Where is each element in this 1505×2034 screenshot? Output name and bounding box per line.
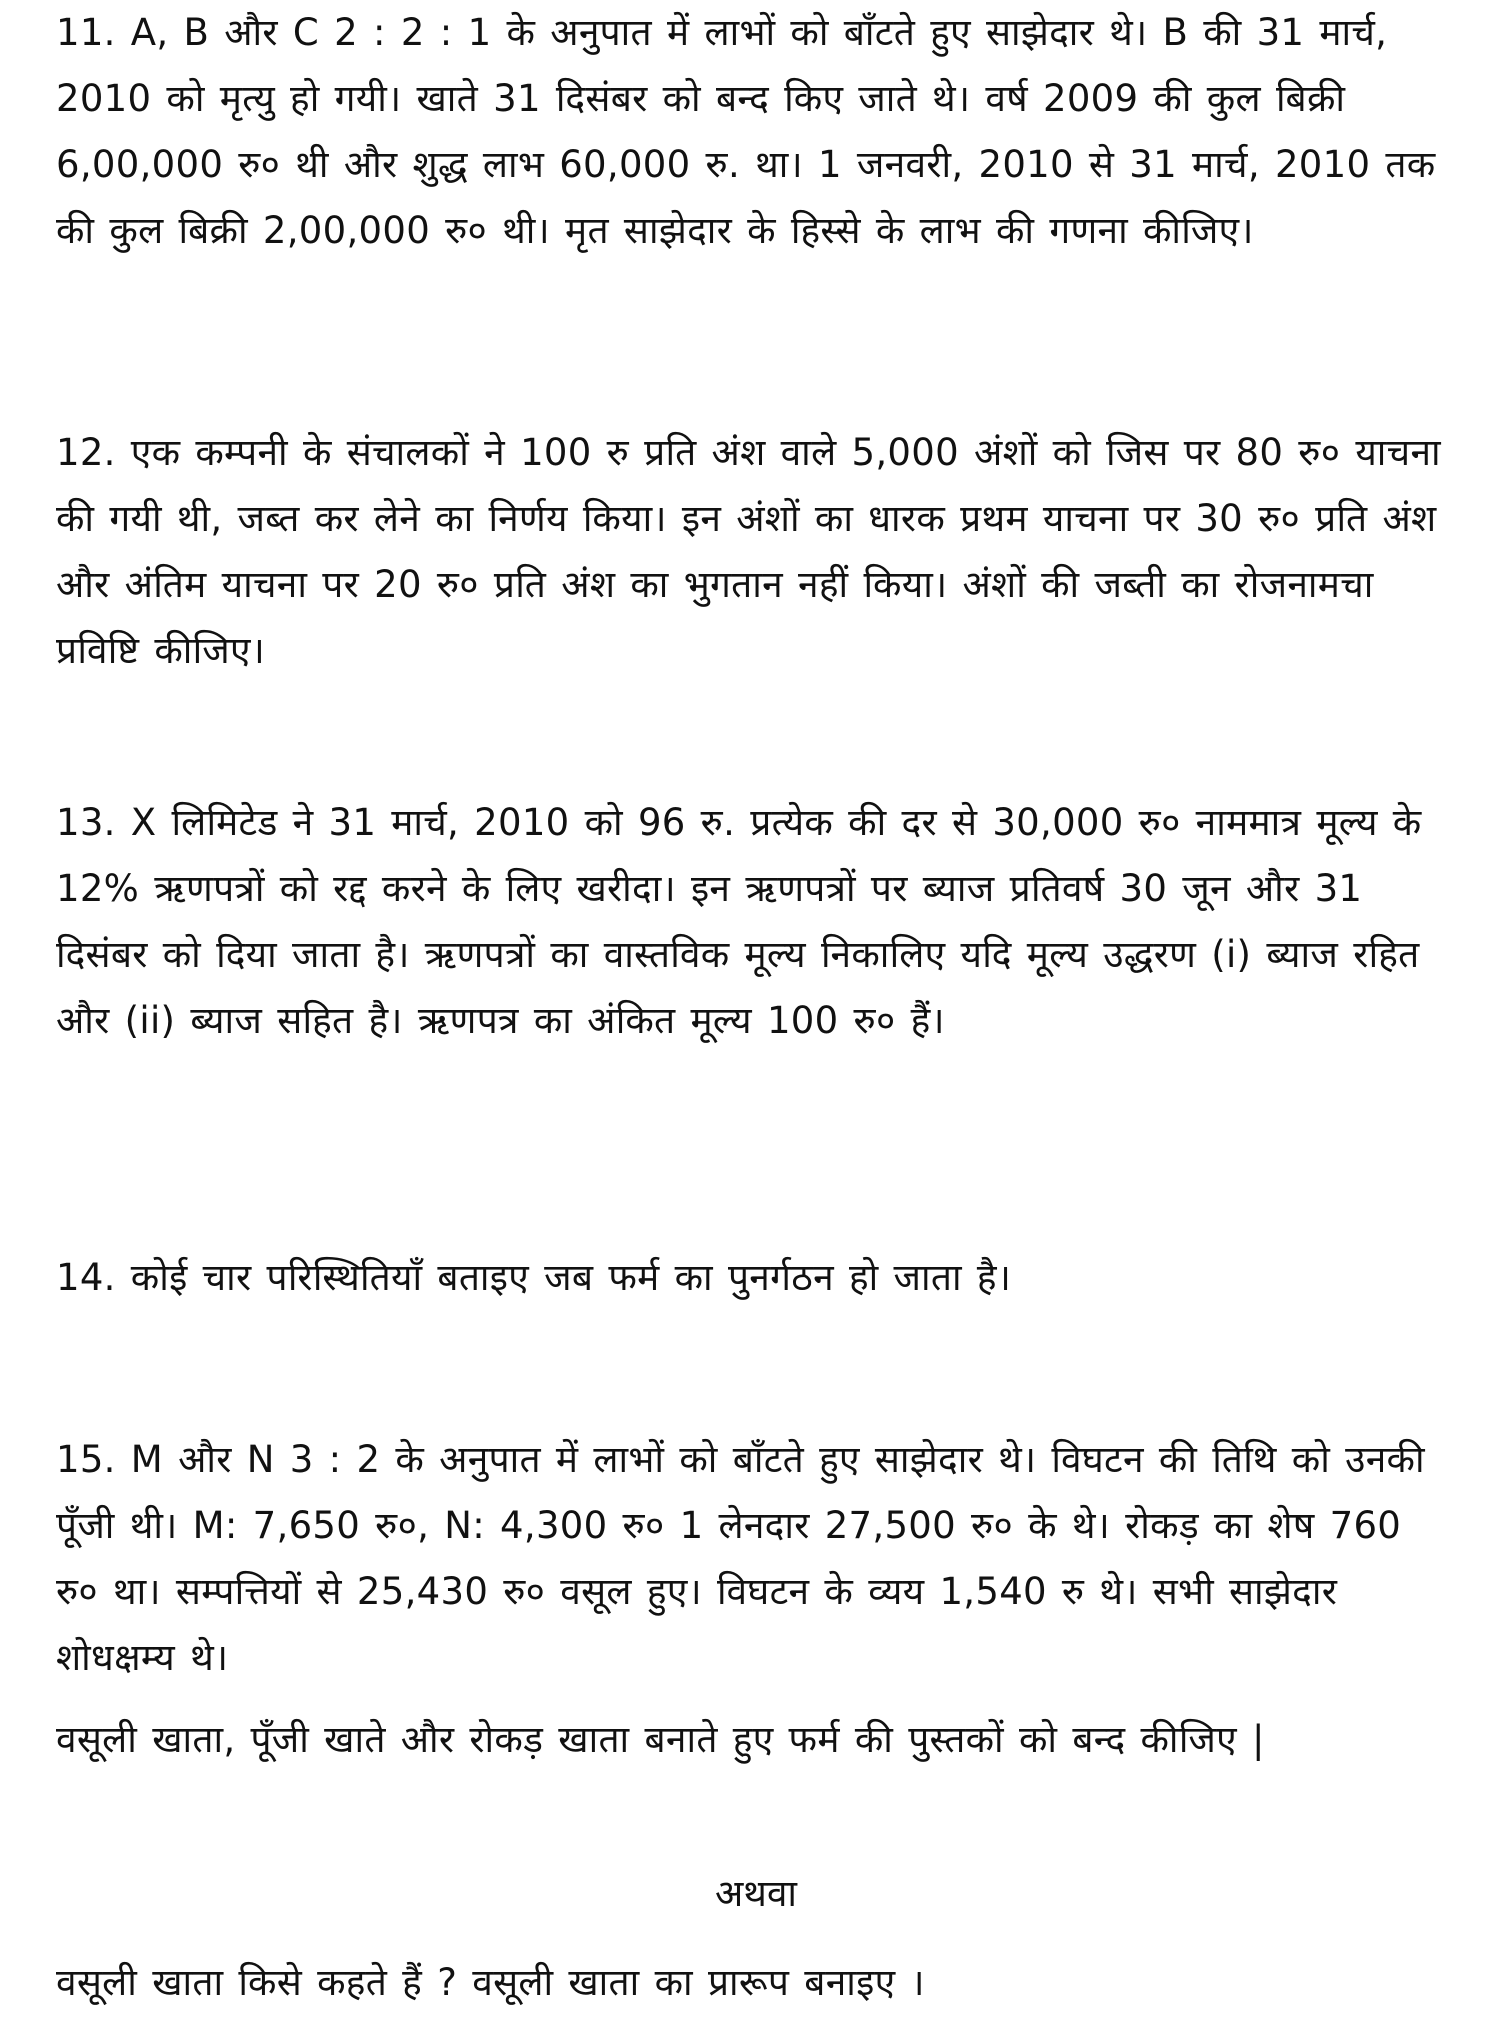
question-page bbox=[56, 0, 1456, 2034]
question-12: 12. एक कम्पनी के संचालकों ने 100 रु प्रति अंश वाले 5,000 अंशों को जिस पर 80 रु० याचना की गयी थी, जब्त कर लेने का निर्णय किया। इन अंशों का धारक प्रथम याचना पर 30 रु० प्रति अंश और अंतिम याचना पर 20 रु० प्रति अंश का भुगतान नहीं किया। अंशों की जब्ती का रोजनामचा प्रविष्टि कीजिए। bbox=[56, 431, 1441, 672]
question-15-alternative: वसूली खाता किसे कहते हैं ? वसूली खाता का प्रारूप बनाइए । bbox=[56, 1961, 925, 2004]
question-14: 14. कोई चार परिस्थितियाँ बताइए जब फर्म का पुनर्गठन हो जाता है। bbox=[56, 1256, 1012, 1299]
question-11: 11. A, B और C 2 : 2 : 1 के अनुपात में लाभों को बाँटते हुए साझेदार थे। B की 31 मार्च, 2010 को मृत्यु हो गयी। खाते 31 दिसंबर को बन्द किए जाते थे। वर्ष 2009 की कुल बिक्री 6,00,000 रु० थी और शुद्ध लाभ 60,000 रु. था। 1 जनवरी, 2010 से 31 मार्च, 2010 तक की कुल बिक्री 2,00,000 रु० थी। मृत साझेदार के हिस्से के लाभ की गणना कीजिए। bbox=[56, 11, 1436, 252]
question-15: 15. M और N 3 : 2 के अनुपात में लाभों को बाँटते हुए साझेदार थे। विघटन की तिथि को उनकी पूँजी थी। M: 7,650 रु०, N: 4,300 रु० 1 लेनदार 27,500 रु० के थे। रोकड़ का शेष 760 रु० था। सम्पत्तियों से 25,430 रु० वसूल हुए। विघटन के व्यय 1,540 रु थे। सभी साझेदार शोधक्षम्य थे। bbox=[56, 1438, 1425, 1679]
question-15-instruction: वसूली खाता, पूँजी खाते और रोकड़ खाता बनाते हुए फर्म की पुस्तकों को बन्द कीजिए | bbox=[56, 1718, 1265, 1761]
question-13: 13. X लिमिटेड ने 31 मार्च, 2010 को 96 रु. प्रत्येक की दर से 30,000 रु० नाममात्र मूल्य के 12% ऋणपत्रों को रद्द करने के लिए खरीदा। इन ऋणपत्रों पर ब्याज प्रतिवर्ष 30 जून और 31 दिसंबर को दिया जाता है। ऋणपत्रों का वास्तविक मूल्य निकालिए यदि मूल्य उद्धरण (i) ब्याज रहित और (ii) ब्याज सहित है। ऋणपत्र का अंकित मूल्य 100 रु० हैं। bbox=[56, 801, 1422, 1042]
or-separator: अथवा bbox=[714, 1872, 798, 1915]
